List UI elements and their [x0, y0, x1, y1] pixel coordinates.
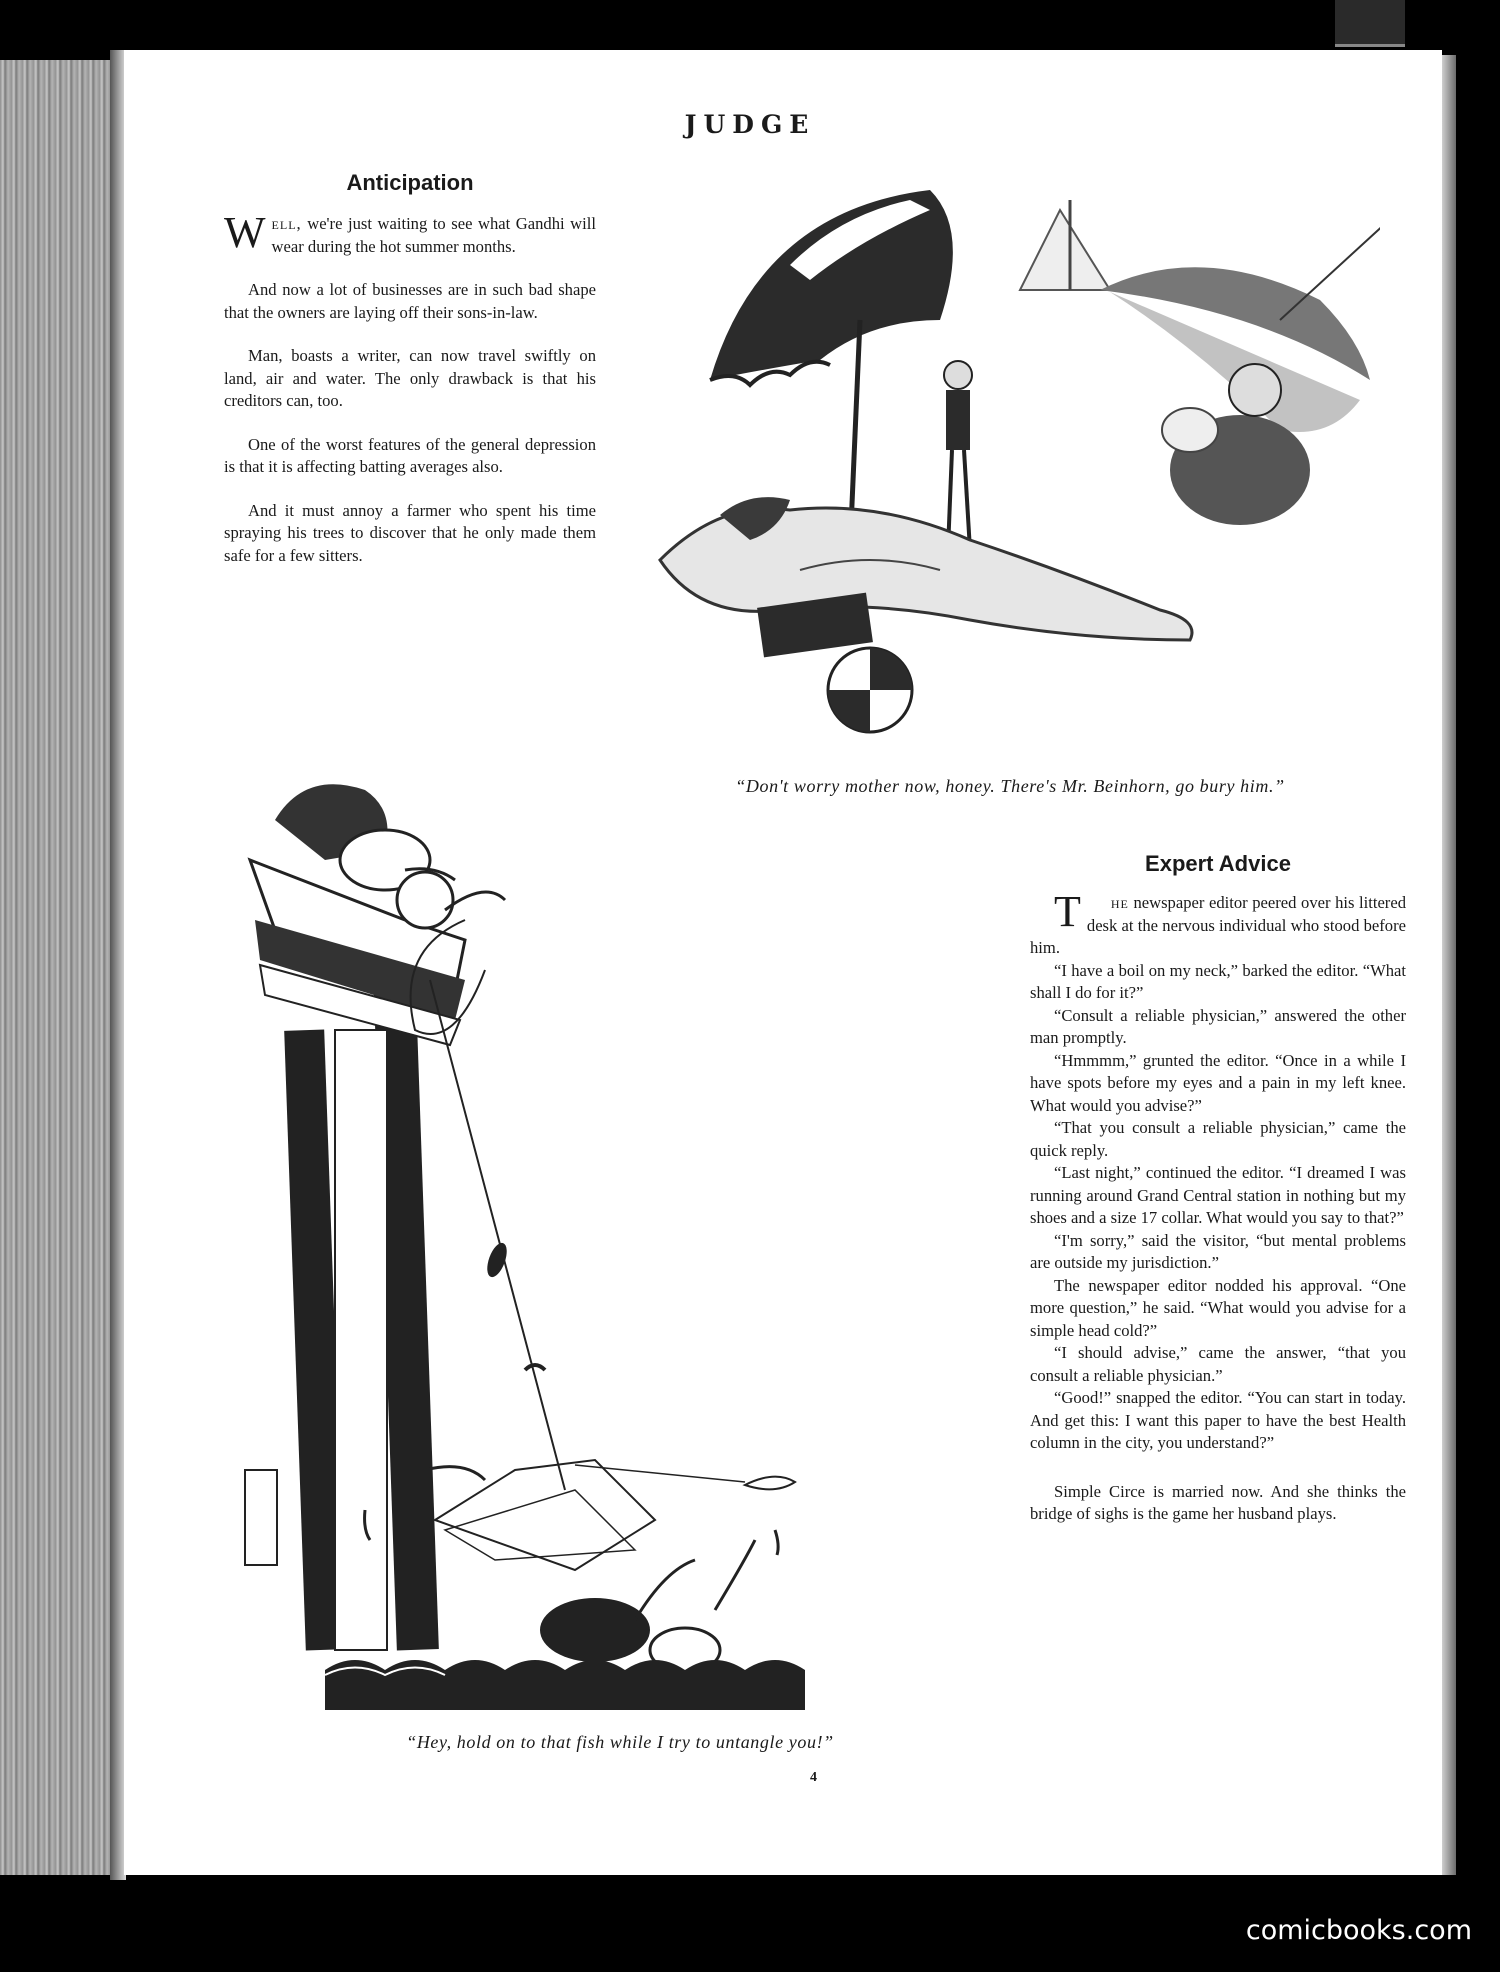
anticipation-paragraph: And now a lot of businesses are in such bad shape that the owners are laying off their sons-in-law.: [224, 280, 596, 322]
smallcaps-lead: he: [1110, 893, 1129, 912]
beach-cartoon-illustration: [640, 170, 1380, 760]
expert-advice-paragraph-1: [1030, 887, 1406, 960]
paragraph-text: we're just waiting to see what Gandhi will wear during the hot summer months.: [271, 214, 596, 256]
scanner-clip: [1335, 0, 1405, 47]
expert-advice-paragraph: “Good!” snapped the editor. “You can start in today. And get this: I want this paper to have the best Health column in the city, you understand?”: [1030, 1388, 1406, 1452]
expert-advice-column: [1030, 887, 1406, 1547]
expert-advice-paragraph: “I should advise,” came the answer, “that you consult a reliable physician.”: [1030, 1343, 1406, 1385]
magazine-masthead: JUDGE: [684, 110, 816, 139]
anticipation-paragraph-1: [224, 208, 596, 258]
dropcap: T: [1054, 887, 1081, 936]
page-number: 4: [810, 1770, 817, 1785]
fishing-cartoon-caption: “Hey, hold on to that fish while I try to untangle you!”: [406, 1732, 834, 1752]
anticipation-column: [224, 208, 596, 588]
anticipation-paragraph: And it must annoy a farmer who spent his time spraying his trees to discover that he only made them safe for a few sitters.: [224, 500, 596, 565]
anticipation-paragraph: Man, boasts a writer, can now travel swiftly on land, air and water. The only drawback is that his creditors can, too.: [224, 346, 596, 410]
smallcaps-lead: ell,: [271, 214, 302, 233]
closing-quip: Simple Circe is married now. And she thinks the bridge of sighs is the game her husband plays.: [1030, 1481, 1406, 1523]
beach-cartoon-caption: “Don't worry mother now, honey. There's Mr. Beinhorn, go bury him.”: [735, 776, 1285, 796]
book-page-edges: [0, 60, 124, 1875]
expert-advice-paragraph: “I'm sorry,” said the visitor, “but mental problems are outside my jurisdiction.”: [1030, 1230, 1406, 1272]
expert-advice-paragraph: “Consult a reliable physician,” answered the other man promptly.: [1030, 1005, 1406, 1047]
paragraph-text: newspaper editor peered over his littered desk at the nervous individual who stood before him.: [1030, 893, 1406, 957]
facing-page-edge: [1442, 55, 1456, 1875]
anticipation-heading: Anticipation: [346, 170, 474, 195]
expert-advice-paragraph: “Hmmmm,” grunted the editor. “Once in a while I have spots before my eyes and a pain in my left knee. What would you advise?”: [1030, 1050, 1406, 1115]
anticipation-paragraph: One of the worst features of the general depression is that it is affecting batting averages also.: [224, 434, 596, 476]
expert-advice-paragraph: “That you consult a reliable physician,” came the quick reply.: [1030, 1118, 1406, 1160]
expert-advice-paragraph: “Last night,” continued the editor. “I dreamed I was running around Grand Central station in nothing but my shoes and a size 17 collar. What would you say to that?”: [1030, 1163, 1406, 1227]
fishing-cartoon-illustration: [235, 770, 1005, 1730]
expert-advice-paragraph: The newspaper editor nodded his approval. “One more question,” he said. “What would you advise for a simple head cold?”: [1030, 1275, 1406, 1340]
expert-advice-heading: Expert Advice: [1145, 851, 1291, 876]
dropcap: W: [224, 208, 266, 257]
watermark: comicbooks.com: [1245, 1915, 1472, 1946]
expert-advice-paragraph: “I have a boil on my neck,” barked the editor. “What shall I do for it?”: [1030, 960, 1406, 1002]
